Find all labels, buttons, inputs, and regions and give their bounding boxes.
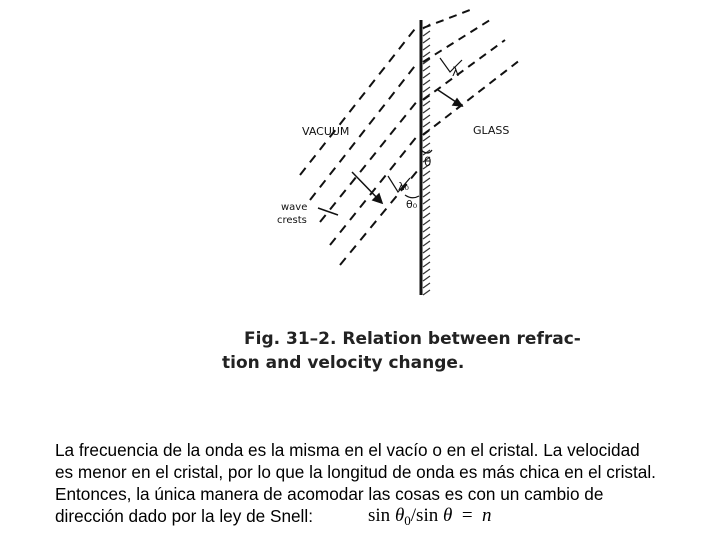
hatch-mark xyxy=(423,276,430,281)
hatch-mark xyxy=(423,80,430,85)
formula-slash-sin: /sin xyxy=(410,505,439,526)
theta0-label: θ₀ xyxy=(406,198,418,211)
hatch-mark xyxy=(423,227,430,232)
hatch-mark xyxy=(423,206,430,211)
hatch-mark xyxy=(423,52,430,57)
paragraph-line-1: La frecuencia de la onda es la misma en el vacío o en el cristal. La velocidad xyxy=(55,440,640,460)
hatch-mark xyxy=(423,262,430,267)
hatch-mark xyxy=(423,115,430,120)
glass-label: GLASS xyxy=(473,124,510,137)
hatch-mark xyxy=(423,283,430,288)
hatch-mark xyxy=(423,255,430,260)
paragraph-line-3: Entonces, la única manera de acomodar las cosas es con un cambio de xyxy=(55,484,604,504)
hatch-mark xyxy=(423,143,430,148)
figure-caption-line-1: Fig. 31–2. Relation between refrac- xyxy=(244,329,581,349)
vacuum-wave-crests xyxy=(300,25,418,265)
hatch-mark xyxy=(423,199,430,204)
hatch-mark xyxy=(423,241,430,246)
hatch-mark xyxy=(423,248,430,253)
hatch-mark xyxy=(423,38,430,43)
hatch-mark xyxy=(423,192,430,197)
formula-theta0-subscript: 0 xyxy=(404,513,411,528)
hatch-mark xyxy=(423,136,430,141)
snell-formula xyxy=(368,505,492,529)
hatch-mark xyxy=(423,269,430,274)
glass-direction-arrow xyxy=(438,90,462,106)
hatch-mark xyxy=(423,31,430,36)
hatch-mark xyxy=(423,101,430,106)
hatch-mark xyxy=(423,234,430,239)
theta-label: θ xyxy=(424,155,432,169)
hatch-mark xyxy=(423,108,430,113)
hatch-mark xyxy=(423,73,430,78)
vacuum-label: VACUUM xyxy=(302,125,350,138)
formula-theta: θ xyxy=(442,505,453,526)
figure-caption-line-2: tion and velocity change. xyxy=(222,353,465,373)
hatch-mark xyxy=(423,178,430,183)
formula-equals: = xyxy=(461,505,473,526)
hatch-mark xyxy=(423,87,430,92)
formula-sin: sin xyxy=(368,505,391,526)
wave-crests-label-1: wave xyxy=(281,202,308,213)
hatch-mark xyxy=(423,66,430,71)
hatch-mark xyxy=(423,185,430,190)
lambda-label: λ xyxy=(452,65,460,79)
hatch-mark xyxy=(423,290,430,295)
paragraph-line-2: es menor en el cristal, por lo que la longitud de onda es más chica en el cristal. xyxy=(55,462,656,482)
glass-wave-crests xyxy=(423,10,520,135)
vacuum-direction-arrow xyxy=(352,172,382,203)
hatch-mark xyxy=(423,122,430,127)
wave-crests-label-2: crests xyxy=(277,215,307,226)
paragraph-line-4: dirección dado por la ley de Snell: xyxy=(55,506,313,526)
hatch-mark xyxy=(423,171,430,176)
hatch-mark xyxy=(423,213,430,218)
hatch-mark xyxy=(423,220,430,225)
formula-n: n xyxy=(482,505,492,526)
formula-theta0: θ xyxy=(394,505,405,526)
hatch-mark xyxy=(423,45,430,50)
lambda0-label: λ₀ xyxy=(398,180,409,193)
theta-arc xyxy=(421,150,432,153)
wave-crests-pointer xyxy=(318,208,338,215)
